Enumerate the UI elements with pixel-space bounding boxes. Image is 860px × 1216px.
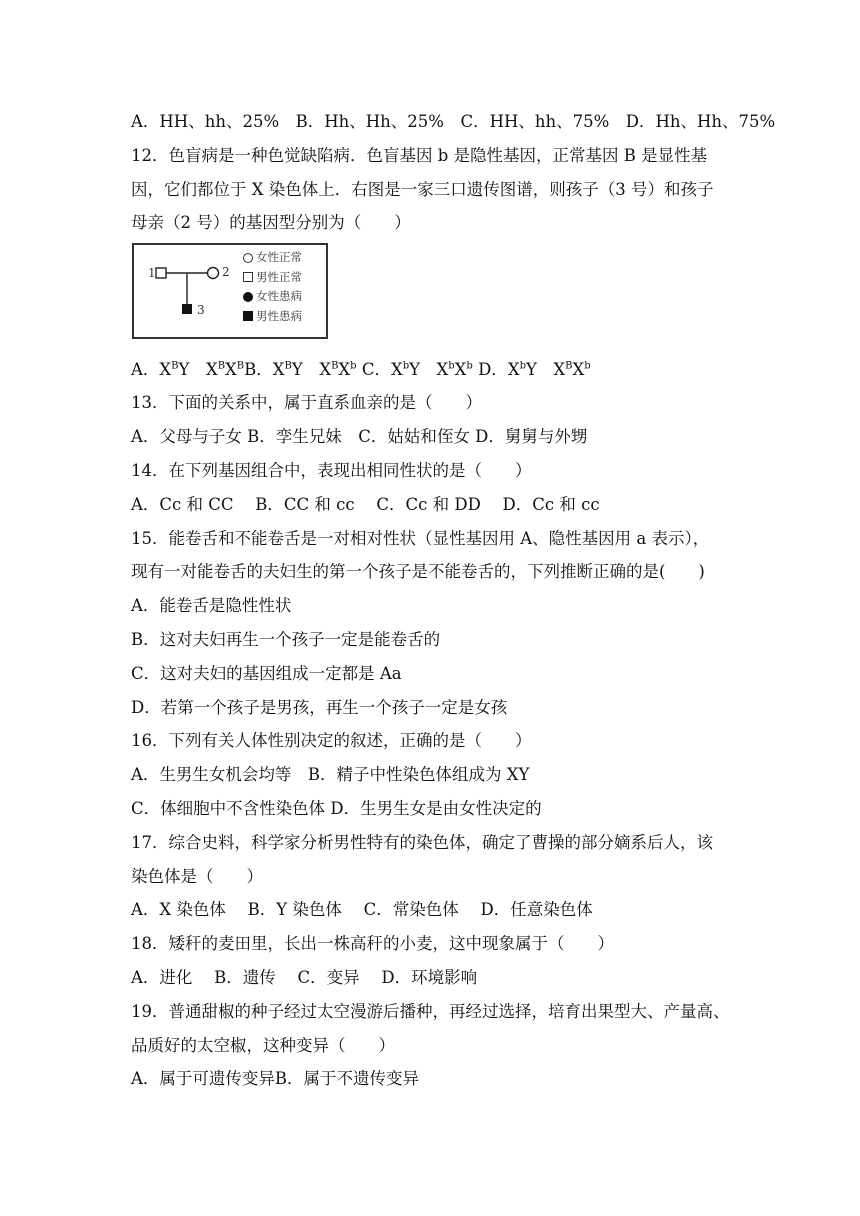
pedigree-chart [134, 245, 244, 337]
q18-options: A．进化 B．遗传 C．变异 D．环境影响 [131, 968, 478, 987]
label-3: 3 [197, 303, 205, 317]
q15-option-b: B．这对夫妇再生一个孩子一定是能卷舌的 [131, 630, 441, 649]
q14-options: A．Cc 和 CC B．CC 和 cc C．Cc 和 DD D．Cc 和 cc [131, 495, 600, 514]
father-square [156, 268, 166, 278]
q12-stem-line-1: 12．色盲病是一种色觉缺陷病．色盲基因 b 是隐性基因，正常基因 B 是显性基 [131, 146, 708, 165]
filled-circle-icon [243, 292, 253, 302]
q15-option-c: C．这对夫妇的基因组成一定都是 Aa [131, 664, 402, 683]
q15-stem-line-1: 15．能卷舌和不能卷舌是一对相对性状（显性基因用 A、隐性基因用 a 表示）， [131, 529, 710, 548]
filled-square-icon [243, 311, 253, 321]
legend-female-affected: 女性患病 [243, 287, 302, 307]
q12-options: A．$X^BY$ $X^BX^BB$．$X^BY$ $X^BX^b$ C．$X^bY$ $X^bX^b$ D．$X^bY$ $X^BX^b$ [131, 360, 591, 379]
q16-stem: 16．下列有关人体性别决定的叙述，正确的是（ ） [131, 731, 532, 750]
q16-options-cd: C．体细胞中不含性染色体 D．生男生女是由女性决定的 [131, 799, 542, 818]
q14-stem: 14．在下列基因组合中，表现出相同性状的是（ ） [131, 461, 532, 480]
open-circle-icon [243, 253, 253, 263]
legend-female-normal: 女性正常 [243, 248, 302, 268]
q17-options: A．X 染色体 B．Y 染色体 C．常染色体 D．任意染色体 [131, 900, 593, 919]
q15-option-d: D．若第一个孩子是男孩，再生一个孩子一定是女孩 [131, 698, 508, 717]
pedigree-legend [243, 248, 302, 326]
mother-circle [208, 268, 219, 279]
q17-stem-line-1: 17．综合史料，科学家分析男性特有的染色体，确定了曹操的部分嫡系后人，该 [131, 833, 713, 852]
q11-options: A．HH、hh、25% B．Hh、Hh、25% C．HH、hh、75% D．Hh、Hh、75% [131, 112, 776, 131]
q12-stem-line-2: 因，它们都位于 X 染色体上．右图是一家三口遗传图谱，则孩子（3 号）和孩子 [131, 180, 714, 199]
open-square-icon [243, 272, 253, 282]
q17-stem-line-2: 染色体是（ ） [131, 867, 263, 886]
legend-male-affected: 男性患病 [243, 307, 302, 327]
q19-stem-line-2: 品质好的太空椒，这种变异（ ） [131, 1036, 395, 1055]
q19-options: A．属于可遗传变异B．属于不遗传变异 [131, 1069, 420, 1088]
label-2: 2 [222, 265, 230, 279]
q12-stem-line-3: 母亲（2 号）的基因型分别为（ ） [131, 213, 411, 232]
child-square [182, 304, 192, 314]
q15-option-a: A．能卷舌是隐性性状 [131, 596, 292, 615]
q16-options-ab: A．生男生女机会均等 B．精子中性染色体组成为 XY [131, 765, 530, 784]
q13-options: A．父母与子女 B．孪生兄妹 C．姑姑和侄女 D．舅舅与外甥 [131, 427, 588, 446]
pedigree-figure [132, 243, 328, 339]
q19-stem-line-1: 19．普通甜椒的种子经过太空漫游后播种，再经过选择，培育出果型大、产量高、 [131, 1002, 730, 1021]
q15-stem-line-2: 现有一对能卷舌的夫妇生的第一个孩子是不能卷舌的，下列推断正确的是( ) [131, 562, 705, 581]
q13-stem: 13．下面的关系中，属于直系血亲的是（ ） [131, 393, 482, 412]
legend-male-normal: 男性正常 [243, 268, 302, 288]
q18-stem: 18．矮秆的麦田里，长出一株高秆的小麦，这中现象属于（ ） [131, 934, 614, 953]
label-1: 1 [148, 266, 156, 280]
